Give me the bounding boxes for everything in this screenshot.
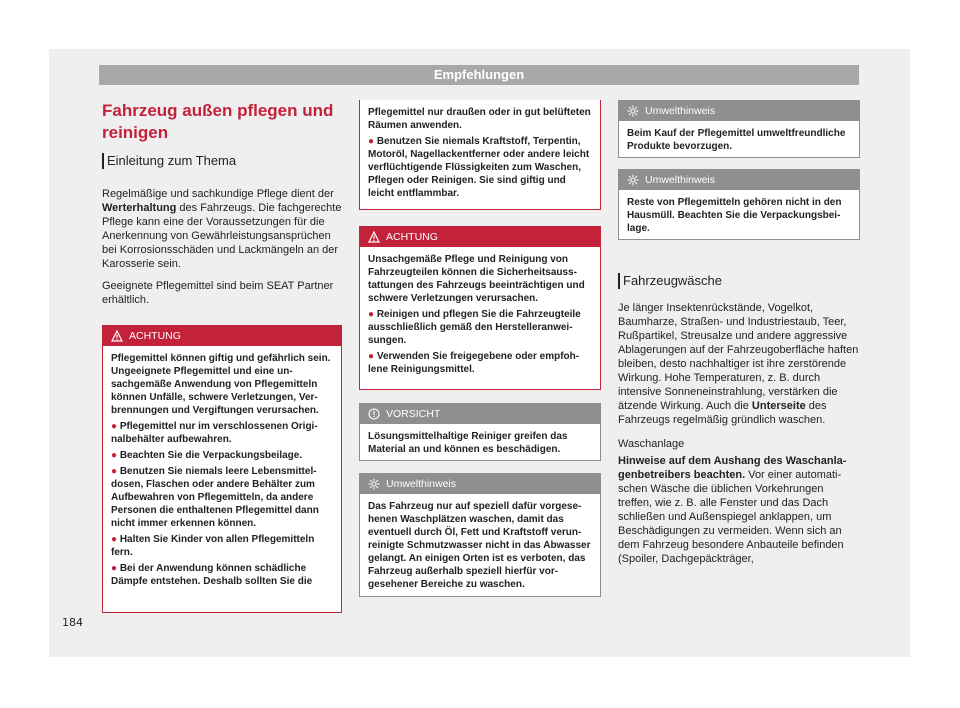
environment-box-2: Umwelthinweis Beim Kauf der Pflegemittel umweltfreundliche Produkte bevorzugen. bbox=[618, 100, 860, 158]
environment-header: Umwelthinweis bbox=[360, 474, 600, 494]
partner-paragraph: Geeignete Pflegemittel sind beim SEAT Partner erhältlich. bbox=[102, 280, 334, 306]
caution-box: VORSICHT Lösungsmittelhaltige Reiniger greifen das Material an und können es beschädigen. bbox=[359, 403, 601, 461]
warning-box-1-continued: Pflegemittel nur draußen oder in gut belüfteten Räumen anwenden. ● Benutzen Sie niemals Kraftstoff, Terpentin, Motoröl, Nagellackentferner oder andere leicht verflüchtigende Flüssigkeiten zum Waschen, Pflegen oder Reinigen. Sie sind giftig und leicht entflammbar. bbox=[359, 100, 601, 210]
title-line-1: Fahrzeug außen pflegen und bbox=[102, 101, 334, 120]
washing-subheading: Waschanlage bbox=[618, 438, 685, 450]
washing-paragraph: Je länger Insektenrückstände, Vogelkot, Baumharze, Straßen- und Industriestaub, Teer, Rußpartikel, Streusalze und andere aggressive Ablagerungen auf der Fahrzeugoberfläche haften bleiben, desto nachhaltiger ist ihre zerstörende Wirkung. Hohe Temperaturen, z. B. durch intensive Sonneneinstrahlung, verstärken die ätzende Wirkung. Auch die Unterseite des Fahrzeugs regelmäßig gründlich waschen. bbox=[618, 302, 859, 426]
page-number: 184 bbox=[62, 616, 83, 629]
warning-body: Pflegemittel können giftig und gefährlich sein. Ungeeignete Pflegemittel und eine unsachgemäße Anwendung von Pflegemitteln können Unfälle, schwere Verletzungen, Verbrennungen und Vergiftungen verursachen. ● Pflegemittel nur im verschlossenen Originalbehälter aufbewahren. ● Beachten Sie die Verpackungsbeilage. ● Benutzen Sie niemals leere Lebensmitteldosen, Flaschen oder andere Behälter zum Aufbewahren von Pflegemitteln, da andere Personen die enthaltenen Pflegemittel dann nicht immer erkennen können. ● Halten Sie Kinder von allen Pflegemitteln fern. ● Bei der Anwendung können schädliche Dämpfe entstehen. Deshalb sollten Sie die bbox=[111, 353, 331, 587]
page-title bbox=[102, 100, 342, 144]
environment-box-1: Umwelthinweis Das Fahrzeug nur auf speziell dafür vorgesehenen Waschplätzen waschen, damit das eventuell durch Öl, Fett und Kraftstoff verunreinigte Schmutzwasser nicht in das Abwasser gelangt. An einigen Orten ist es verboten, das Fahrzeug außerhalb speziell hierfür vorgesehener Bereiche zu waschen. bbox=[359, 473, 601, 597]
warning-triangle-icon bbox=[368, 231, 380, 243]
environment-header: Umwelthinweis bbox=[619, 101, 859, 121]
section-title-fahrzeugwaesche: Fahrzeugwäsche bbox=[618, 273, 722, 289]
car-wash-paragraph: Hinweise auf dem Aushang des Waschanlagenbetreibers beachten. Vor einer automatischen Wäsche die üblichen Vorkehrungen treffen, wie z. B. alle Fenster und das Dach schließen und Außenspiegel anklappen, um Beschädigungen zu vermeiden. Wenn sich an dem Fahrzeug besondere Anbauteile befinden (Spoiler, Dachgepäckträger, bbox=[618, 455, 847, 565]
section-subtitle: Einleitung zum Thema bbox=[102, 153, 342, 169]
warning-triangle-icon bbox=[111, 330, 123, 342]
intro-paragraph: Regelmäßige und sachkundige Pflege dient der Werterhaltung des Fahrzeugs. Die fachgerechte Pflege kann eine der Voraussetzungen für die Anerkennung von Gewährleistungsansprüchen bei Korrosionsschäden und Lackmängeln an der Karosserie sein. bbox=[102, 188, 342, 270]
leaf-icon bbox=[627, 105, 639, 117]
warning-box-1 bbox=[102, 325, 342, 613]
environment-header: Umwelthinweis bbox=[619, 170, 859, 190]
leaf-icon bbox=[627, 174, 639, 186]
info-circle-icon bbox=[368, 408, 380, 420]
warning-box-2: ACHTUNG Unsachgemäße Pflege und Reinigung von Fahrzeugteilen können die Sicherheitsausstattungen des Fahrzeugs beeinträchtigen und schwere Verletzungen verursachen. ● Reinigen und pflegen Sie die Fahrzeugteile ausschließlich gemäß den Herstelleranweisungen. ● Verwenden Sie freigegebene oder empfohlene Reinigungsmittel. bbox=[359, 226, 601, 390]
warning-header: ACHTUNG bbox=[103, 326, 341, 346]
left-column bbox=[102, 100, 342, 307]
caution-header: VORSICHT bbox=[360, 404, 600, 424]
environment-box-3: Umwelthinweis Reste von Pflegemitteln gehören nicht in den Hausmüll. Beachten Sie die Verpackungsbeilage. bbox=[618, 169, 860, 240]
right-column-text bbox=[618, 301, 860, 566]
warning-header: ACHTUNG bbox=[360, 227, 600, 247]
leaf-icon bbox=[368, 478, 380, 490]
page-header: Empfehlungen bbox=[99, 65, 859, 85]
title-line-2: reinigen bbox=[102, 123, 169, 142]
